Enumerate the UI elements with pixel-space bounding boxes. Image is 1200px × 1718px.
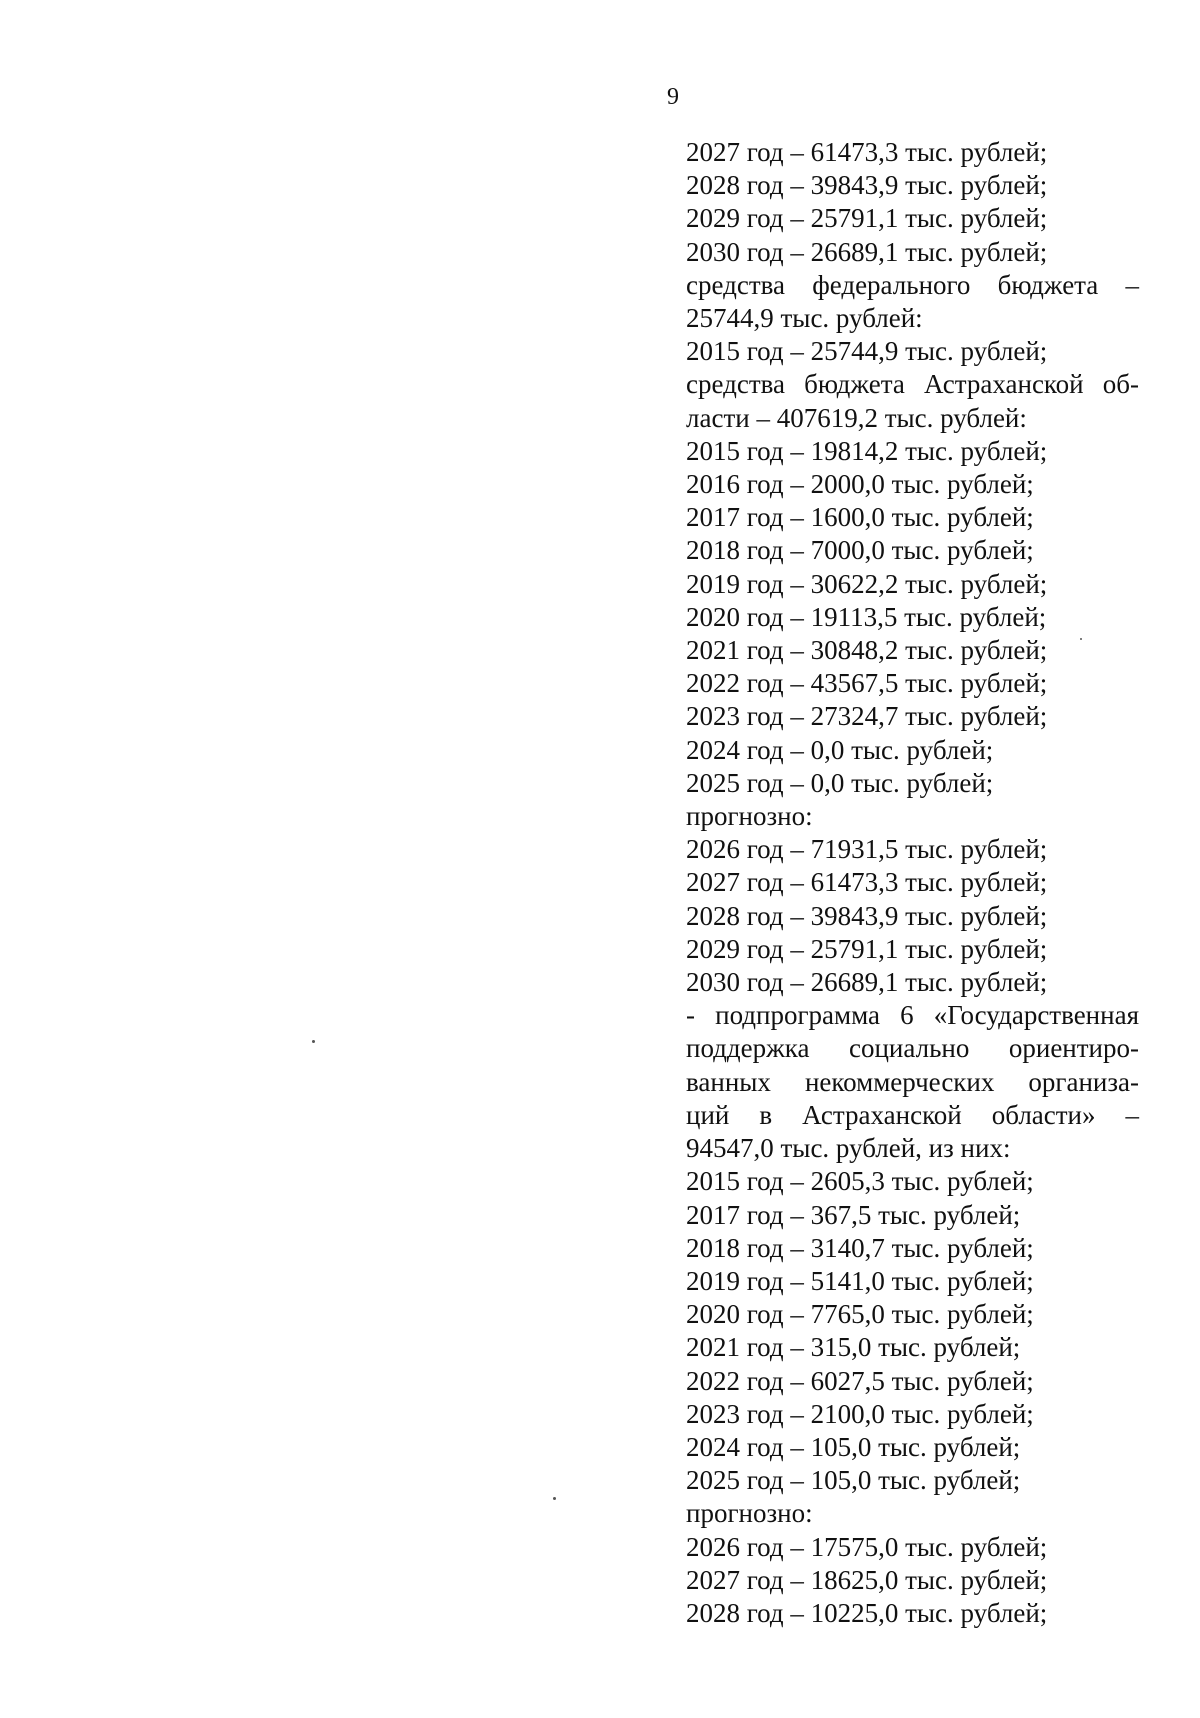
text-line: 2020 год – 19113,5 тыс. рублей; [686,601,1047,632]
text-line: 2026 год – 17575,0 тыс. рублей; [686,1531,1048,1562]
text-line: 2029 год – 25791,1 тыс. рублей; [686,203,1048,234]
text-line: 2028 год – 39843,9 тыс. рублей; [686,170,1048,201]
text-line: 2023 год – 27324,7 тыс. рублей; [686,701,1048,732]
text-line: средства федерального бюджета – [686,269,1139,300]
scan-speck [1080,638,1082,640]
page-number: 9 [667,84,679,110]
text-line: 2022 год – 43567,5 тыс. рублей; [686,668,1048,699]
text-line: 2015 год – 19814,2 тыс. рублей; [686,435,1048,466]
text-line: 2024 год – 105,0 тыс. рублей; [686,1431,1021,1462]
financing-text-column [686,136,1139,1630]
text-line: 2030 год – 26689,1 тыс. рублей; [686,236,1048,267]
text-line: средства бюджета Астраханской об- [686,369,1139,400]
text-line: 2024 год – 0,0 тыс. рублей; [686,734,994,765]
text-line: ций в Астраханской области» – [686,1099,1139,1130]
text-line: 2018 год – 3140,7 тыс. рублей; [686,1232,1034,1263]
scan-speck [553,1497,556,1500]
text-line: 2027 год – 61473,3 тыс. рублей; [686,867,1048,898]
text-line: 25744,9 тыс. рублей: [686,303,923,334]
text-line: 2025 год – 0,0 тыс. рублей; [686,767,994,798]
text-line: прогнозно: [686,801,813,832]
text-line: 2018 год – 7000,0 тыс. рублей; [686,535,1034,566]
text-line: 2028 год – 10225,0 тыс. рублей; [686,1597,1048,1628]
text-line: - подпрограмма 6 «Государственная [686,1000,1139,1031]
text-line: 2020 год – 7765,0 тыс. рублей; [686,1299,1034,1330]
text-line: 2017 год – 1600,0 тыс. рублей; [686,502,1034,533]
text-line: 2023 год – 2100,0 тыс. рублей; [686,1398,1034,1429]
text-line: 2025 год – 105,0 тыс. рублей; [686,1465,1021,1496]
text-line: 94547,0 тыс. рублей, из них: [686,1133,1011,1164]
text-line: 2027 год – 61473,3 тыс. рублей; [686,137,1048,167]
text-line: 2019 год – 30622,2 тыс. рублей; [686,568,1048,599]
text-line: 2026 год – 71931,5 тыс. рублей; [686,834,1048,865]
text-line: 2016 год – 2000,0 тыс. рублей; [686,469,1034,500]
text-line: 2017 год – 367,5 тыс. рублей; [686,1199,1021,1230]
text-line: 2021 год – 30848,2 тыс. рублей; [686,635,1048,666]
text-line: ванных некоммерческих организа- [686,1066,1139,1097]
text-line: поддержка социально ориентиро- [686,1033,1139,1064]
text-line: 2028 год – 39843,9 тыс. рублей; [686,900,1048,931]
text-line: 2029 год – 25791,1 тыс. рублей; [686,933,1048,964]
text-line: 2030 год – 26689,1 тыс. рублей; [686,967,1048,998]
text-line: 2027 год – 18625,0 тыс. рублей; [686,1564,1048,1595]
scan-speck [312,1040,315,1043]
text-line: 2019 год – 5141,0 тыс. рублей; [686,1265,1034,1296]
text-line: прогнозно: [686,1498,813,1529]
text-line: ласти – 407619,2 тыс. рублей: [686,402,1027,433]
text-line: 2022 год – 6027,5 тыс. рублей; [686,1365,1034,1396]
text-line: 2015 год – 2605,3 тыс. рублей; [686,1166,1034,1197]
text-line: 2015 год – 25744,9 тыс. рублей; [686,336,1048,367]
text-line: 2021 год – 315,0 тыс. рублей; [686,1332,1021,1363]
